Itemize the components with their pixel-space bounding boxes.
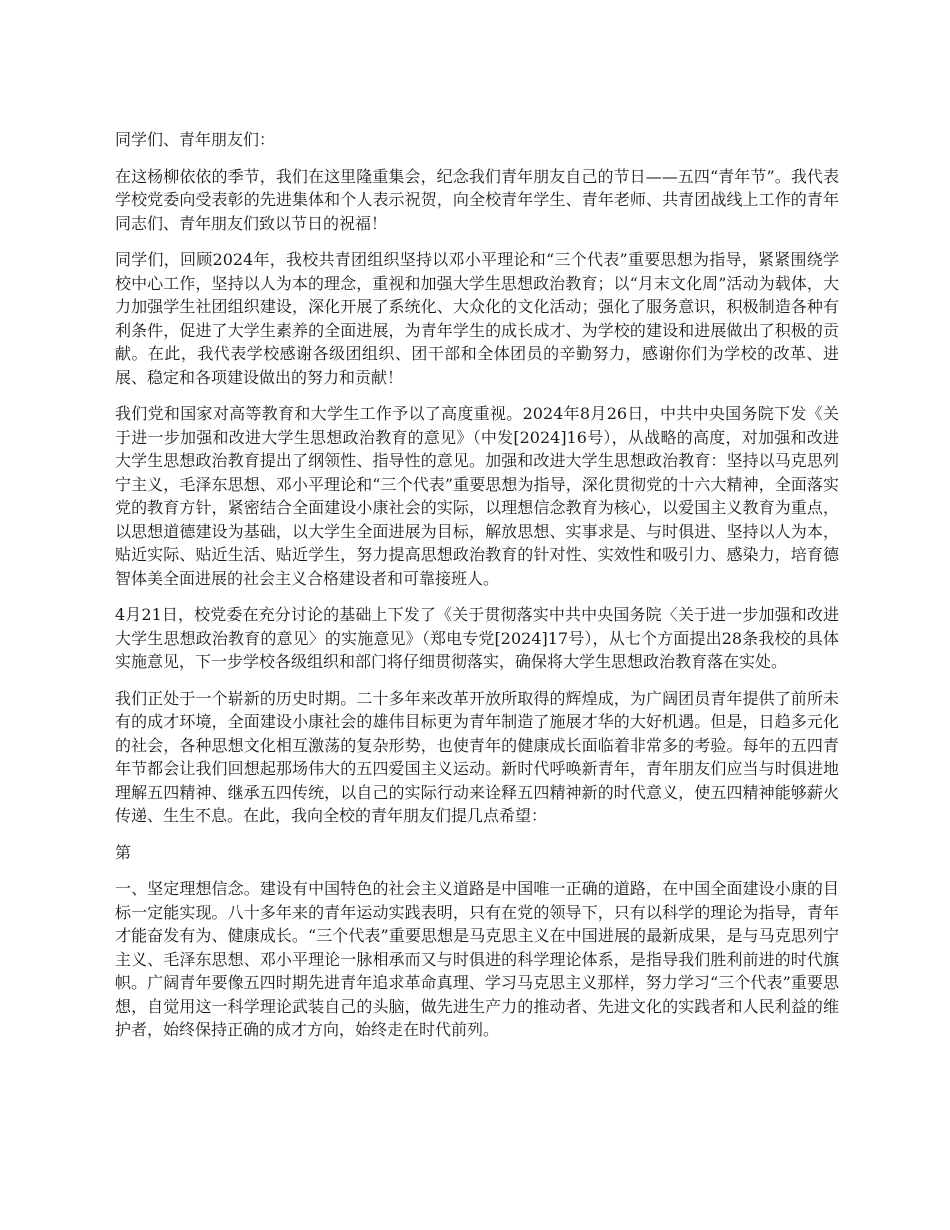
document-body: [115, 128, 839, 1055]
paragraph: 同学们，回顾2024年，我校共青团组织坚持以邓小平理论和“三个代表”重要思想为指导，紧紧围绕学校中心工作，坚持以人为本的理念，重视和加强大学生思想政治教育；以“月末文化周”活动为载体，大力加强学生社团组织建设，深化开展了系统化、大众化的文化活动；强化了服务意识，积极制造各种有利条件，促进了大学生素养的全面进展，为青年学生的成长成才、为学校的建设和进展做出了积极的贡献。在此，我代表学校感谢各级团组织、团干部和全体团员的辛勤努力，感谢你们为学校的改革、进展、稳定和各项建设做出的努力和贡献！: [115, 250, 839, 387]
paragraph: 我们正处于一个崭新的历史时期。二十多年来改革开放所取得的辉煌成，为广阔团员青年提供了前所未有的成才环境，全面建设小康社会的雄伟目标更为青年制造了施展才华的大好机遇。但是，日趋多元化的社会，各种思想文化相互激荡的复杂形势，也使青年的健康成长面临着非常多的考验。每年的五四青年节都会让我们回想起那场伟大的五四爱国主义运动。新时代呼唤新青年，青年朋友们应当与时俱进地理解五四精神、继承五四传统，以自己的实际行动来诠释五四精神新的时代意义，使五四精神能够薪火传递、生生不息。在此，我向全校的青年朋友们提几点希望：: [115, 688, 839, 825]
paragraph: 一、坚定理想信念。建设有中国特色的社会主义道路是中国唯一正确的道路，在中国全面建设小康的目标一定能实现。八十多年来的青年运动实践表明，只有在党的领导下，只有以科学的理论为指导，青年才能奋发有为、健康成长。“三个代表”重要思想是马克思主义在中国进展的最新成果，是与马克思列宁主义、毛泽东思想、邓小平理论一脉相承而又与时俱进的科学理论体系，是指导我们胜利前进的时代旗帜。广阔青年要像五四时期先进青年追求革命真理、学习马克思主义那样，努力学习“三个代表”重要思想，自觉用这一科学理论武装自己的头脑，做先进生产力的推动者、先进文化的实践者和人民利益的维护者，始终保持正确的成才方向，始终走在时代前列。: [115, 879, 839, 1039]
paragraph: 在这杨柳依依的季节，我们在这里隆重集会，纪念我们青年朋友自己的节日——五四“青年节”。我代表学校党委向受表彰的先进集体和个人表示祝贺，向全校青年学生、青年老师、共青团战线上工作的青年同志们、青年朋友们致以节日的祝福！: [115, 166, 839, 233]
paragraph: 第: [115, 842, 132, 862]
paragraph: 我们党和国家对高等教育和大学生工作予以了高度重视。2024年8月26日，中共中央国务院下发《关于进一步加强和改进大学生思想政治教育的意见》（中发[2024]16号），从战略的高度，对加强和改进大学生思想政治教育提出了纲领性、指导性的意见。加强和改进大学生思想政治教育：坚持以马克思列宁主义，毛泽东思想、邓小平理论和“三个代表”重要思想为指导，深化贯彻党的十六大精神，全面落实党的教育方针，紧密结合全面建设小康社会的实际，以理想信念教育为核心，以爱国主义教育为重点，以思想道德建设为基础，以大学生全面进展为目标，解放思想、实事求是、与时俱进、坚持以人为本，贴近实际、贴近生活、贴近学生，努力提高思想政治教育的针对性、实效性和吸引力、感染力，培育德智体美全面进展的社会主义合格建设者和可靠接班人。: [115, 404, 839, 588]
paragraph: 4月21日，校党委在充分讨论的基础上下发了《关于贯彻落实中共中央国务院〈关于进一步加强和改进大学生思想政治教育的意见〉的实施意见》（郑电专党[2024]17号），从七个方面提出28条我校的具体实施意见，下一步学校各级组织和部门将仔细贯彻落实，确保将大学生思想政治教育落在实处。: [115, 605, 839, 671]
salutation: 同学们、青年朋友们：: [115, 130, 276, 149]
